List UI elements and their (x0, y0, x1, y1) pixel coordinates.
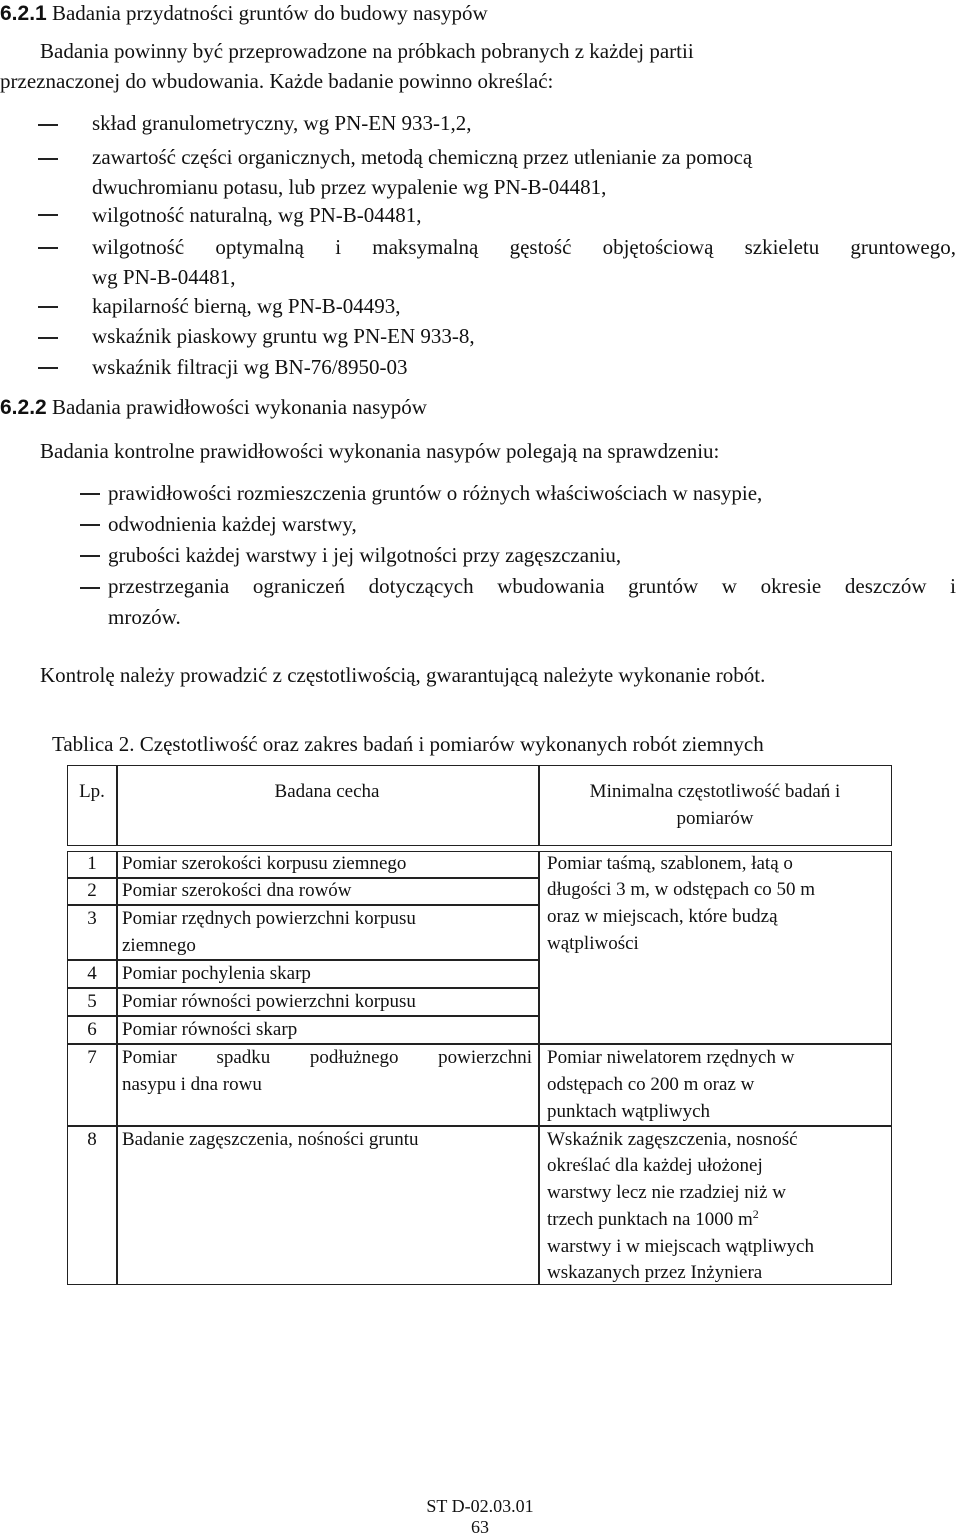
frequency-line: odstępach co 200 m oraz w (547, 1074, 755, 1095)
frequency-line: Pomiar taśmą, szablonem, łatą o (547, 853, 793, 874)
frequency-line: warstwy i w miejscach wątpliwych (547, 1236, 814, 1257)
row-lp: 1 (87, 853, 97, 874)
intro-text: Badania powinny być przeprowadzone na próbkach pobranych z każdej partii (40, 39, 694, 63)
section-title: Badania prawidłowości wykonania nasypów (51, 395, 427, 419)
closing-paragraph: Kontrolę należy prowadzić z częstotliwością, gwarantującą należyte wykonanie robót. (40, 663, 766, 687)
row-lp: 5 (87, 991, 97, 1012)
frequency-line: Pomiar niwelatorem rzędnych w (547, 1047, 795, 1068)
dash-bullet (38, 158, 58, 160)
table-divider (538, 851, 540, 1285)
frequency-line: wskazanych przez Inżyniera (547, 1262, 763, 1283)
section-title: Badania przydatności gruntów do budowy nasypów (51, 1, 488, 25)
frequency-line: punktach wątpliwych (547, 1101, 711, 1122)
list-item-continuation: mrozów. (108, 605, 181, 629)
list-item: kapilarność bierną, wg PN-B-04493, (92, 294, 401, 318)
row-lp: 8 (87, 1129, 97, 1150)
row-feature-cont: ziemnego (122, 935, 196, 956)
row-feature: Pomiar spadku podłużnego powierzchni (122, 1047, 532, 1068)
section-number: 6.2.2 (0, 396, 47, 419)
list-item: wskaźnik piaskowy gruntu wg PN-EN 933-8, (92, 324, 475, 348)
section-number: 6.2.1 (0, 2, 47, 25)
frequency-line: określać dla każdej ułożonej (547, 1155, 763, 1176)
list-item-continuation: dwuchromianu potasu, lub przez wypalenie wg PN-B-04481, (92, 175, 607, 199)
row-lp: 7 (87, 1047, 97, 1068)
list-item: skład granulometryczny, wg PN-EN 933-1,2, (92, 111, 472, 135)
row-feature: Pomiar pochylenia skarp (122, 963, 311, 984)
list-item: wilgotność naturalną, wg PN-B-04481, (92, 203, 422, 227)
list-item: prawidłowości rozmieszczenia gruntów o różnych właściwościach w nasypie, (108, 481, 763, 505)
row-feature: Pomiar szerokości korpusu ziemnego (122, 853, 407, 874)
list-item: odwodnienia każdej warstwy, (108, 512, 357, 536)
row-feature: Badanie zagęszczenia, nośności gruntu (122, 1129, 419, 1150)
frequency-line: wątpliwości (547, 933, 639, 954)
row-lp: 4 (87, 963, 97, 984)
list-item (92, 142, 956, 172)
row-feature: Pomiar równości powierzchni korpusu (122, 991, 416, 1012)
dash-bullet (80, 587, 100, 589)
row-feature: Pomiar szerokości dna rowów (122, 880, 352, 901)
frequency-line (547, 1206, 759, 1233)
dash-bullet (38, 306, 58, 308)
list-item-continuation: wg PN-B-04481, (92, 265, 236, 289)
row-feature-cont: nasypu i dna rowu (122, 1074, 262, 1095)
superscript-exponent: 2 (752, 1207, 759, 1221)
dash-bullet (38, 247, 58, 249)
footer-code: ST D-02.03.01 (426, 1496, 534, 1516)
row-lp: 6 (87, 1019, 97, 1040)
row-feature: Pomiar rzędnych powierzchni korpusu (122, 908, 416, 929)
dash-bullet (38, 124, 58, 126)
table-caption: Tablica 2. Częstotliwość oraz zakres badań i pomiarów wykonanych robót ziemnych (52, 732, 764, 756)
row-feature: Pomiar równości skarp (122, 1019, 298, 1040)
list-item: wskaźnik filtracji wg BN-76/8950-03 (92, 355, 408, 379)
dash-bullet (38, 367, 58, 369)
header-frequency: Minimalna częstotliwość badań i (589, 781, 841, 802)
frequency-text: trzech punktach na 1000 m (547, 1209, 753, 1230)
dash-bullet (80, 524, 100, 526)
list-item: grubości każdej warstwy i jej wilgotności przy zagęszczaniu, (108, 543, 622, 567)
frequency-line: długości 3 m, w odstępach co 50 m (547, 879, 816, 900)
dash-bullet (38, 214, 58, 216)
intro-line-1 (40, 36, 956, 66)
section-heading-621 (0, 0, 488, 27)
section-heading-622 (0, 394, 427, 421)
frequency-line: warstwy lecz nie rzadziej niż w (547, 1182, 786, 1203)
row-lp: 3 (87, 908, 97, 929)
dash-bullet (80, 493, 100, 495)
dash-bullet (38, 337, 58, 339)
intro-line-2: przeznaczonej do wbudowania. Każde badanie powinno określać: (0, 69, 554, 93)
header-frequency-cont: pomiarów (676, 808, 754, 829)
dash-bullet (80, 555, 100, 557)
row-lp: 2 (87, 880, 97, 901)
list-item-text: zawartość części organicznych, metodą chemiczną przez utlenianie za pomocą (92, 145, 753, 169)
frequency-line: oraz w miejscach, które budzą (547, 906, 778, 927)
header-feature: Badana cecha (274, 781, 380, 802)
list-item: przestrzegania ograniczeń dotyczących wbudowania gruntów w okresie deszczów i (108, 574, 956, 598)
frequency-line: Wskaźnik zagęszczenia, nosność (547, 1129, 798, 1150)
section-intro: Badania kontrolne prawidłowości wykonania nasypów polegają na sprawdzeniu: (40, 439, 720, 463)
list-item: wilgotność optymalną i maksymalną gęstość objętościową szkieletu gruntowego, (92, 235, 956, 259)
page-number: 63 (471, 1517, 489, 1537)
header-lp: Lp. (79, 781, 105, 802)
